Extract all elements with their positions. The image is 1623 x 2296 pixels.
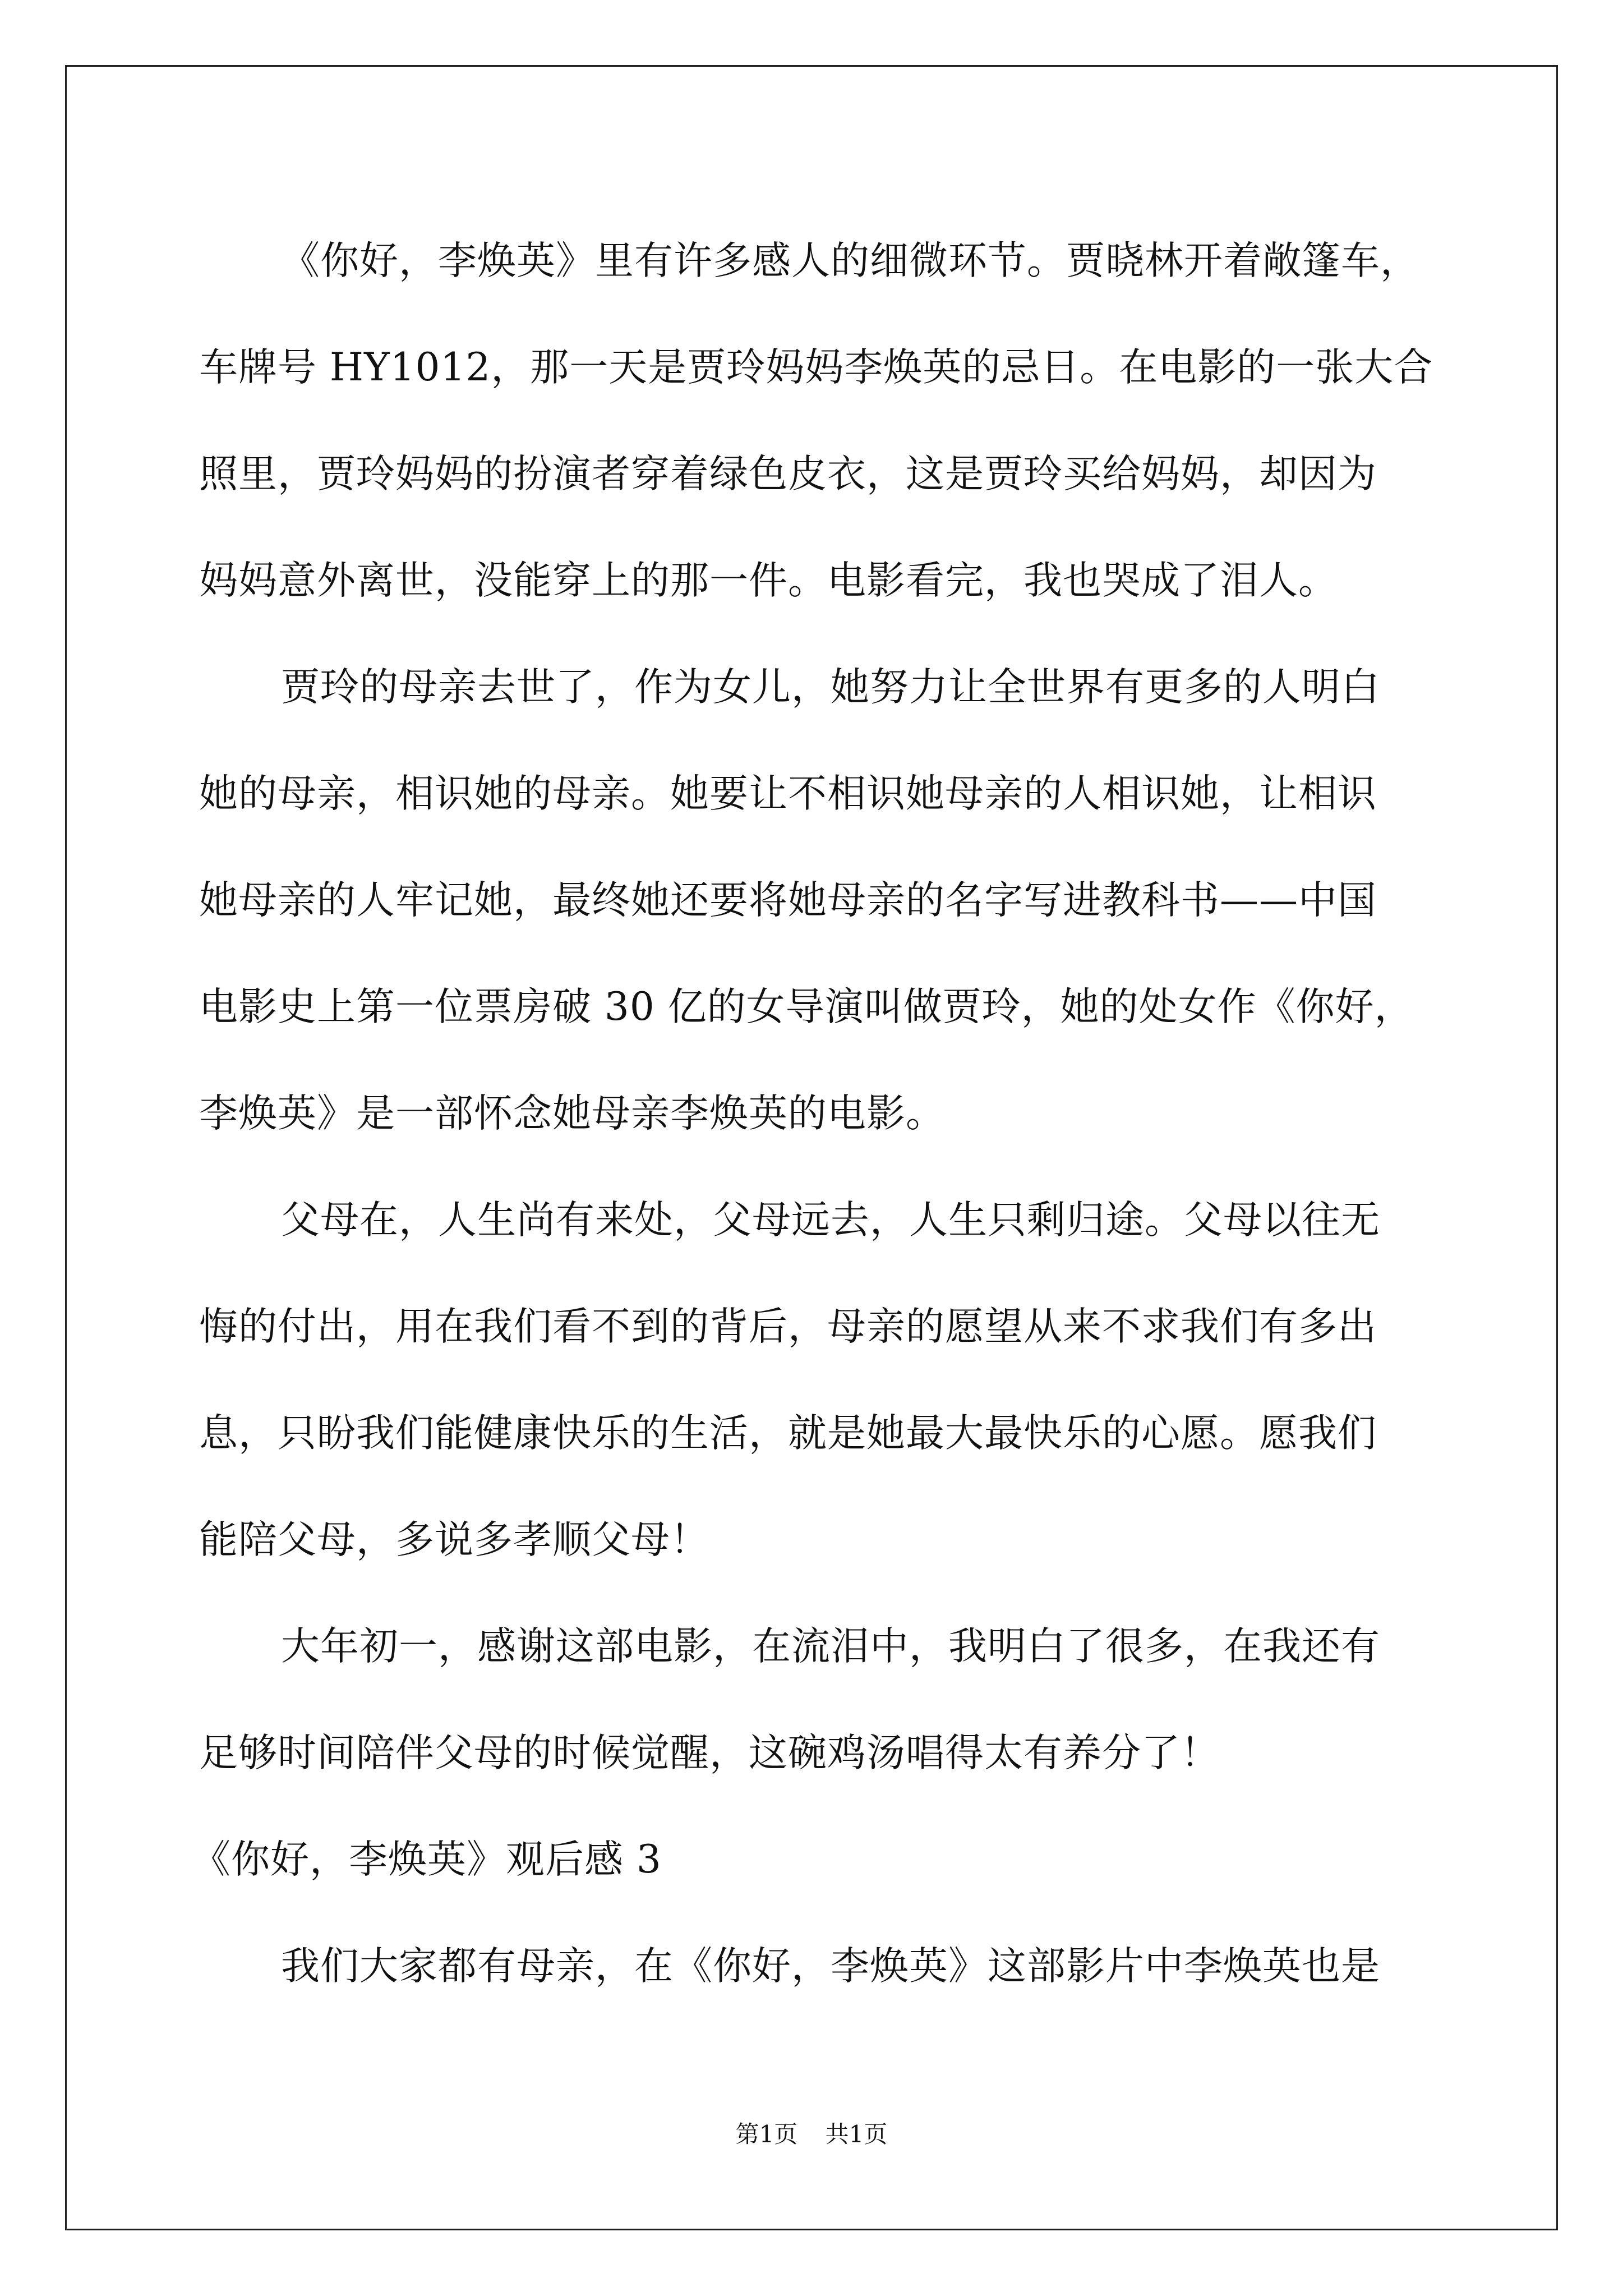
text-line: 照里，贾玲妈妈的扮演者穿着绿色皮衣，这是贾玲买给妈妈，却因为 bbox=[199, 452, 1377, 496]
text-line: 悔的付出，用在我们看不到的背后，母亲的愿望从来不求我们有多出 bbox=[199, 1304, 1377, 1349]
document-body bbox=[192, 208, 1438, 2019]
text-line: 电影史上第一位票房破 30 亿的女导演叫做贾玲，她的处女作《你好， bbox=[199, 984, 1414, 1029]
text-line: 大年初一，感谢这部电影，在流泪中，我明白了很多，在我还有 bbox=[281, 1624, 1380, 1669]
text-line: 妈妈意外离世，没能穿上的那一件。电影看完，我也哭成了泪人。 bbox=[199, 558, 1338, 603]
section-heading: 《你好，李焕英》观后感 3 bbox=[192, 1837, 662, 1882]
page-number: 第1页 bbox=[735, 2120, 798, 2148]
text-line: 车牌号 HY1012，那一天是贾玲妈妈李焕英的忌日。在电影的一张大合 bbox=[199, 345, 1433, 390]
page-total: 共1页 bbox=[825, 2120, 888, 2148]
text-line: 父母在，人生尚有来处，父母远去，人生只剩归途。父母以往无 bbox=[281, 1198, 1380, 1243]
text-line: 息，只盼我们能健康快乐的生活，就是她最大最快乐的心愿。愿我们 bbox=[199, 1411, 1377, 1456]
text-line: 她母亲的人牢记她，最终她还要将她母亲的名字写进教科书——中国 bbox=[199, 878, 1377, 923]
text-line: 能陪父母，多说多孝顺父母！ bbox=[199, 1517, 709, 1562]
text-line: 足够时间陪伴父母的时候觉醒，这碗鸡汤唱得太有养分了！ bbox=[199, 1731, 1220, 1775]
text-line: 李焕英》是一部怀念她母亲李焕英的电影。 bbox=[199, 1091, 945, 1136]
text-line: 贾玲的母亲去世了，作为女儿，她努力让全世界有更多的人明白 bbox=[281, 665, 1380, 710]
text-line: 我们大家都有母亲，在《你好，李焕英》这部影片中李焕英也是 bbox=[281, 1944, 1380, 1989]
page-footer bbox=[0, 2118, 1623, 2151]
text-line: 她的母亲，相识她的母亲。她要让不相识她母亲的人相识她，让相识 bbox=[199, 771, 1377, 816]
text-line: 《你好，李焕英》里有许多感人的细微环节。贾晓林开着敞篷车， bbox=[281, 238, 1419, 283]
